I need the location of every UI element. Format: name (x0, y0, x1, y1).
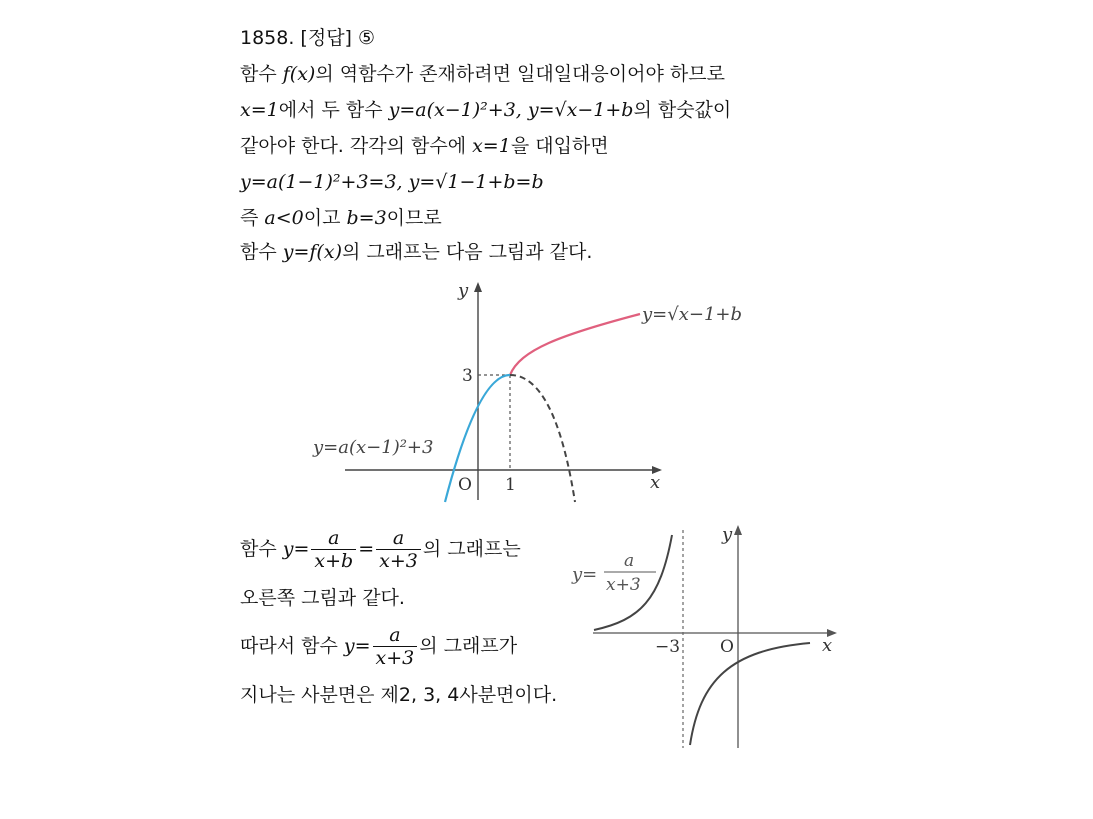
math-y-eq: y= (282, 538, 310, 560)
g2-y-axis-arrow (734, 525, 742, 535)
text-fragment: 의 함숫값이 (633, 99, 732, 121)
para2-line-2 (240, 586, 405, 610)
text-fragment: 함수 (240, 63, 283, 85)
text-fragment: 의 역함수가 존재하려면 일대일대응이어야 하므로 (315, 63, 725, 85)
text-fragment: 함수 (240, 538, 283, 560)
fraction-numerator: a (376, 527, 421, 550)
g2-label-numerator: a (624, 551, 635, 571)
text-fragment: 에서 두 함수 (278, 99, 389, 121)
math-substitution: y=a(1−1)²+3=3, y=√1−1+b=b (240, 171, 544, 193)
g2-origin-label: O (720, 637, 734, 657)
text-fragment: 을 대입하면 (510, 135, 609, 157)
text-fragment: 이고 (303, 207, 347, 229)
math-y-eq: y= (343, 635, 371, 657)
para2-line-1 (240, 525, 521, 573)
text-fragment: 따라서 함수 (240, 635, 344, 657)
text-fragment: 함수 (240, 241, 283, 263)
text-fragment: 이므로 (386, 207, 442, 229)
math-x-eq-1: x=1 (240, 99, 279, 121)
g2-label-denominator: x+3 (606, 575, 641, 595)
text-fragment: 지나는 사분면은 제2, 3, 4사분면이다. (240, 684, 558, 706)
math-a-lt-0: a<0 (264, 207, 304, 229)
math-b-eq-3: b=3 (346, 207, 387, 229)
fraction-denominator: x+3 (375, 647, 415, 669)
text-fragment: 즉 (240, 207, 265, 229)
para2-line-3 (240, 622, 517, 670)
g2-axis-label-y: y (722, 524, 733, 545)
math-fx: f(x) (282, 63, 316, 85)
curve-parabola-dashed (510, 375, 575, 502)
math-y-eq-fx: y=f(x) (282, 241, 342, 263)
math-sqrt-function: y=√x−1+b (527, 99, 634, 121)
g2-axis-label-x: x (822, 635, 833, 656)
text-fragment: 의 그래프는 (422, 538, 521, 560)
fraction-denominator: x+3 (379, 550, 418, 572)
math-equals: = (358, 538, 375, 560)
math-quadratic: y=a(x−1)²+3, (388, 99, 522, 121)
origin-label: O (458, 475, 472, 495)
tick-label-y-3: 3 (462, 366, 473, 386)
fraction-a-over-x-plus-3 (373, 624, 418, 669)
fraction-a-over-x-plus-b (311, 527, 356, 572)
text-fragment: 같아야 한다. 각각의 함수에 (240, 135, 473, 157)
label-quadratic-function: y=a(x−1)²+3 (313, 437, 434, 458)
answer-header-text: 1858. [정답] ⑤ (240, 27, 376, 49)
g2-label-y-eq: y= (572, 564, 598, 585)
axis-label-y: y (458, 280, 469, 301)
axis-label-x: x (650, 472, 661, 493)
fraction-numerator: a (311, 527, 356, 550)
math-x-eq-1: x=1 (472, 135, 511, 157)
text-fragment: 의 그래프는 다음 그림과 같다. (341, 241, 593, 263)
g2-tick-label-minus3: −3 (655, 637, 681, 657)
fraction-denominator: x+b (314, 550, 354, 572)
g2-branch-lower (690, 643, 810, 745)
label-sqrt-function: y=√x−1+b (642, 304, 743, 325)
fraction-numerator: a (373, 624, 418, 647)
text-fragment: 오른쪽 그림과 같다. (240, 587, 405, 609)
tick-label-x-1: 1 (505, 475, 516, 495)
curve-sqrt (510, 314, 640, 375)
fraction-a-over-x-plus-3 (376, 527, 421, 572)
y-axis-arrow (474, 282, 482, 292)
text-fragment: 의 그래프가 (419, 635, 518, 657)
para2-line-4 (240, 683, 557, 707)
